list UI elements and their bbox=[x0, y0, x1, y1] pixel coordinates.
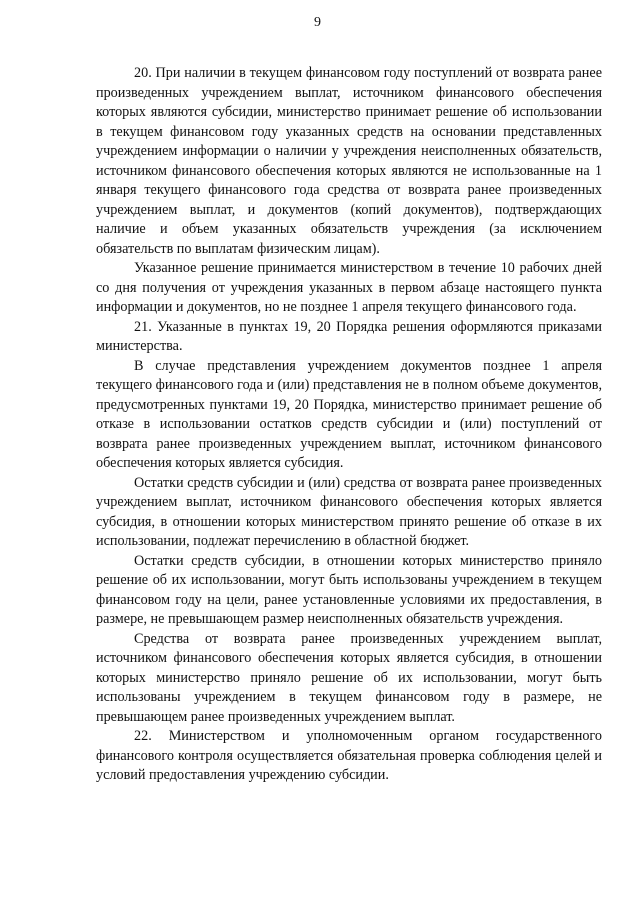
paragraph-decision-deadline: Указанное решение принимается министерством в течение 10 рабочих дней со дня получения от учреждения указанных в первом абзаце настоящего пункта информации и документов, но не позднее 1 апреля текущего финансового года. bbox=[96, 260, 602, 315]
paragraph-item-21: 21. Указанные в пунктах 19, 20 Порядка решения оформляются приказами министерства. bbox=[96, 318, 602, 354]
page-number: 9 bbox=[314, 15, 321, 30]
paragraph-item-22: 22. Министерством и уполномоченным органом государственного финансового контроля осуществляется обязательная проверка соблюдения целей и условий предоставления учреждению субсидии. bbox=[96, 728, 602, 783]
paragraph-use-of-refunds: Средства от возврата ранее произведенных учреждением выплат, источником финансового обеспечения которых является субсидия, в отношении которых министерство приняло решение об их использовании, могут быть использованы учреждением в текущем финансовом году в размере, не превышающем ранее произведенных учреждением выплат. bbox=[96, 630, 602, 725]
paragraph-item-20: 20. При наличии в текущем финансовом году поступлений от возврата ранее произведенных учреждением выплат, источником финансового обеспечения которых являются субсидии, министерство принимает решение об использовании в текущем финансовом году указанных средств на основании представленных учреждением информации о наличии у учреждения неисполненных обязательств, источником финансового обеспечения которых являются не использованные на 1 января текущего финансового года средства от возврата ранее произведенных учреждением выплат, и документов (копий документов), подтверждающих наличие и объем указанных обязательств учреждения (за исключением обязательств по выплатам физическим лицам). bbox=[96, 65, 602, 257]
paragraph-use-of-balances: Остатки средств субсидии, в отношении которых министерство приняло решение об их использовании, могут быть использованы учреждением в текущем финансовом году на цели, ранее установленные условиями их предоставления, в размере, не превышающем размер неисполненных обязательств учреждения. bbox=[96, 552, 602, 627]
document-body bbox=[96, 64, 602, 786]
paragraph-refusal-conditions: В случае представления учреждением документов позднее 1 апреля текущего финансового года и (или) представления не в полном объеме документов, предусмотренных пунктами 19, 20 Порядка, министерство принимает решение об отказе в использовании остатков средств субсидии и (или) поступлений от возврата ранее произведенных учреждением выплат, источником финансового обеспечения которых является субсидия. bbox=[96, 357, 602, 471]
paragraph-return-to-budget: Остатки средств субсидии и (или) средства от возврата ранее произведенных учреждением выплат, источником финансового обеспечения которых является субсидия, в отношении которых министерством принято решение об отказе в их использовании, подлежат перечислению в областной бюджет. bbox=[96, 474, 602, 549]
